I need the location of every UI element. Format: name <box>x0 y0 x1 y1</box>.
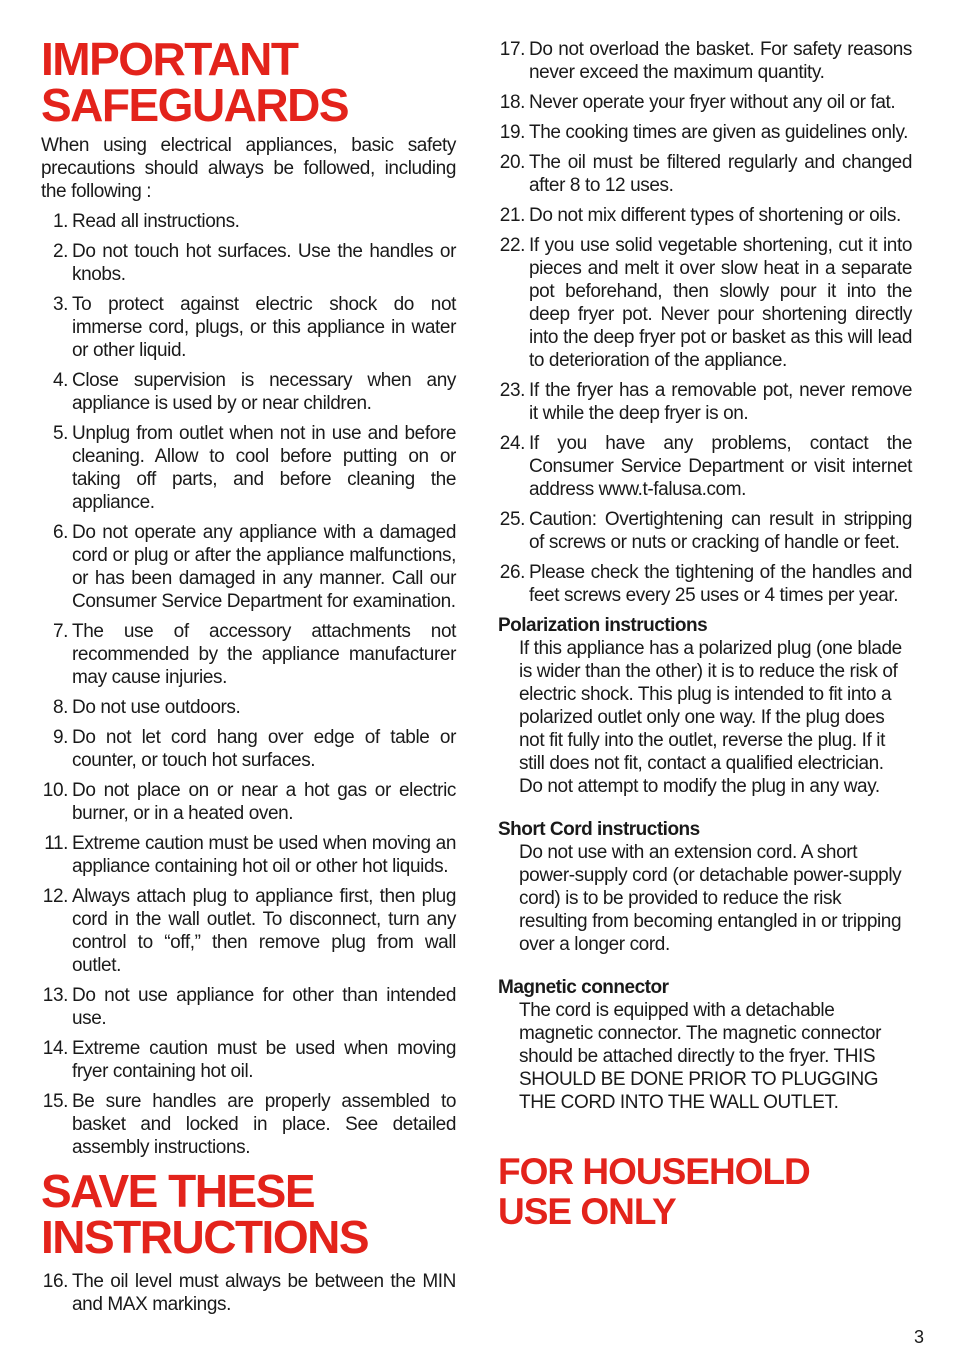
item-text: The cooking times are given as guidelines only. <box>529 122 909 143</box>
item-number: 24. <box>499 433 525 454</box>
list-item <box>41 210 456 233</box>
list-item <box>41 620 456 689</box>
item-text: To protect against electric shock do not immerse cord, plugs, or this appliance in water or other liquid. <box>72 294 456 361</box>
list-item <box>41 885 456 977</box>
list-item <box>41 779 456 825</box>
item-text: Always attach plug to appliance first, then plug cord in the wall outlet. To disconnect, turn any control to “off,” then remove plug from wall outlet. <box>72 886 456 976</box>
item-text: Do not place on or near a hot gas or electric burner, or in a heated oven. <box>72 780 456 824</box>
item-text: Do not operate any appliance with a damaged cord or plug or after the appliance malfunctions, or has been damaged in any manner. Call our Consumer Service Department for examination. <box>72 522 456 612</box>
item-number: 12. <box>42 886 68 907</box>
item-number: 4. <box>52 370 68 391</box>
list-item <box>41 1270 456 1316</box>
item-text: Caution: Overtightening can result in stripping of screws or nuts or cracking of handle or feet. <box>529 509 912 553</box>
list-item <box>498 151 912 197</box>
item-number: 19. <box>499 122 525 143</box>
list-item <box>498 379 912 425</box>
item-number: 1. <box>52 211 68 232</box>
item-number: 14. <box>42 1038 68 1059</box>
item-number: 3. <box>52 294 68 315</box>
item-number: 26. <box>499 562 525 583</box>
item-text: The use of accessory attachments not recommended by the appliance manufacturer may cause injuries. <box>72 621 456 688</box>
item-number: 23. <box>499 380 525 401</box>
polarization-heading: Polarization instructions <box>498 615 708 636</box>
list-item <box>41 1037 456 1083</box>
item-text: The oil must be filtered regularly and changed after 8 to 12 uses. <box>529 152 912 196</box>
item-text: Close supervision is necessary when any appliance is used by or near children. <box>72 370 456 414</box>
short-cord-section <box>498 818 912 956</box>
list-item <box>498 432 912 501</box>
item-number: 2. <box>52 241 68 262</box>
left-column <box>41 0 456 1323</box>
item-text: Never operate your fryer without any oil or fat. <box>529 92 896 113</box>
page-number: 3 <box>914 1327 925 1347</box>
item-text: Do not overload the basket. For safety reasons never exceed the maximum quantity. <box>529 39 912 83</box>
list-item <box>41 1090 456 1159</box>
list-item <box>498 91 912 114</box>
item-text: Read all instructions. <box>72 211 240 232</box>
item-number: 6. <box>52 522 68 543</box>
list-item <box>498 121 912 144</box>
polarization-body: If this appliance has a polarized plug (one blade is wider than the other) it is to reduce the risk of electric shock. This plug is intended to fit into a polarized outlet only one way. If the plug does not fit fully into the outlet, reverse the plug. If it still does not fit, contact a qualified electrician. Do not attempt to modify the plug in any way. <box>519 638 902 797</box>
list-item <box>41 422 456 514</box>
item-text: Extreme caution must be used when moving fryer containing hot oil. <box>72 1038 456 1082</box>
item-number: 5. <box>52 423 68 444</box>
save-instructions-heading: SAVE THESE INSTRUCTIONS <box>41 1165 368 1263</box>
item-text: Unplug from outlet when not in use and before cleaning. Allow to cool before putting on or taking off parts, and before cleaning the appliance. <box>72 423 456 513</box>
item-number: 25. <box>499 509 525 530</box>
list-item <box>498 204 912 227</box>
magnetic-heading: Magnetic connector <box>498 977 669 998</box>
item-text: Extreme caution must be used when moving an appliance containing hot oil or other hot liquids. <box>72 833 456 877</box>
important-safeguards-heading: IMPORTANT SAFEGUARDS <box>41 33 349 131</box>
list-item <box>41 521 456 613</box>
polarization-section <box>498 614 912 798</box>
safeguards-list-2 <box>41 1270 456 1316</box>
item-number: 16. <box>42 1271 68 1292</box>
item-number: 15. <box>42 1091 68 1112</box>
list-item <box>41 369 456 415</box>
right-column <box>498 0 912 1232</box>
list-item <box>41 293 456 362</box>
item-number: 13. <box>42 985 68 1006</box>
list-item <box>41 696 456 719</box>
magnetic-section <box>498 976 912 1114</box>
item-text: If the fryer has a removable pot, never remove it while the deep fryer is on. <box>529 380 912 424</box>
item-number: 10. <box>42 780 68 801</box>
item-number: 22. <box>499 235 525 256</box>
list-item <box>41 984 456 1030</box>
short-cord-heading: Short Cord instructions <box>498 819 700 840</box>
item-number: 7. <box>52 621 68 642</box>
list-item <box>498 561 912 607</box>
safeguards-list-3 <box>498 38 912 607</box>
item-text: If you use solid vegetable shortening, cut it into pieces and melt it over slow heat in a separate pot beforehand, then slowly pour it into the deep fryer pot. Never pour shortening directly into the deep fryer pot or basket as this will lead to deterioration of the appliance. <box>529 235 912 371</box>
item-text: Do not touch hot surfaces. Use the handles or knobs. <box>72 241 456 285</box>
list-item <box>498 234 912 372</box>
item-number: 17. <box>499 39 525 60</box>
item-number: 9. <box>52 727 68 748</box>
safeguards-list-1 <box>41 210 456 1159</box>
item-text: The oil level must always be between the MIN and MAX markings. <box>72 1271 456 1315</box>
magnetic-body: The cord is equipped with a detachable magnetic connector. The magnetic connector should be attached directly to the fryer. THIS SHOULD BE DONE PRIOR TO PLUGGING THE CORD INTO THE WALL OUTLET. <box>519 1000 882 1113</box>
item-text: If you have any problems, contact the Consumer Service Department or visit internet address www.t-falusa.com. <box>529 433 912 500</box>
list-item <box>498 38 912 84</box>
item-number: 20. <box>499 152 525 173</box>
list-item <box>498 508 912 554</box>
item-number: 11. <box>44 833 68 854</box>
item-number: 8. <box>52 697 68 718</box>
household-use-heading: FOR HOUSEHOLD USE ONLY <box>498 1151 810 1232</box>
item-number: 18. <box>499 92 525 113</box>
item-text: Do not use outdoors. <box>72 697 241 718</box>
item-text: Please check the tightening of the handles and feet screws every 25 uses or 4 times per year. <box>529 562 912 606</box>
list-item <box>41 832 456 878</box>
item-text: Do not use appliance for other than intended use. <box>72 985 456 1029</box>
item-text: Be sure handles are properly assembled to basket and locked in place. See detailed assembly instructions. <box>72 1091 456 1158</box>
intro-paragraph: When using electrical appliances, basic safety precautions should always be followed, including the following : <box>41 135 456 202</box>
item-number: 21. <box>499 205 525 226</box>
list-item <box>41 240 456 286</box>
list-item <box>41 726 456 772</box>
item-text: Do not mix different types of shortening or oils. <box>529 205 901 226</box>
item-text: Do not let cord hang over edge of table or counter, or touch hot surfaces. <box>72 727 456 771</box>
short-cord-body: Do not use with an extension cord. A short power-supply cord (or detachable power-supply cord) is to be provided to reduce the risk resulting from becoming entangled in or tripping over a longer cord. <box>519 842 902 955</box>
